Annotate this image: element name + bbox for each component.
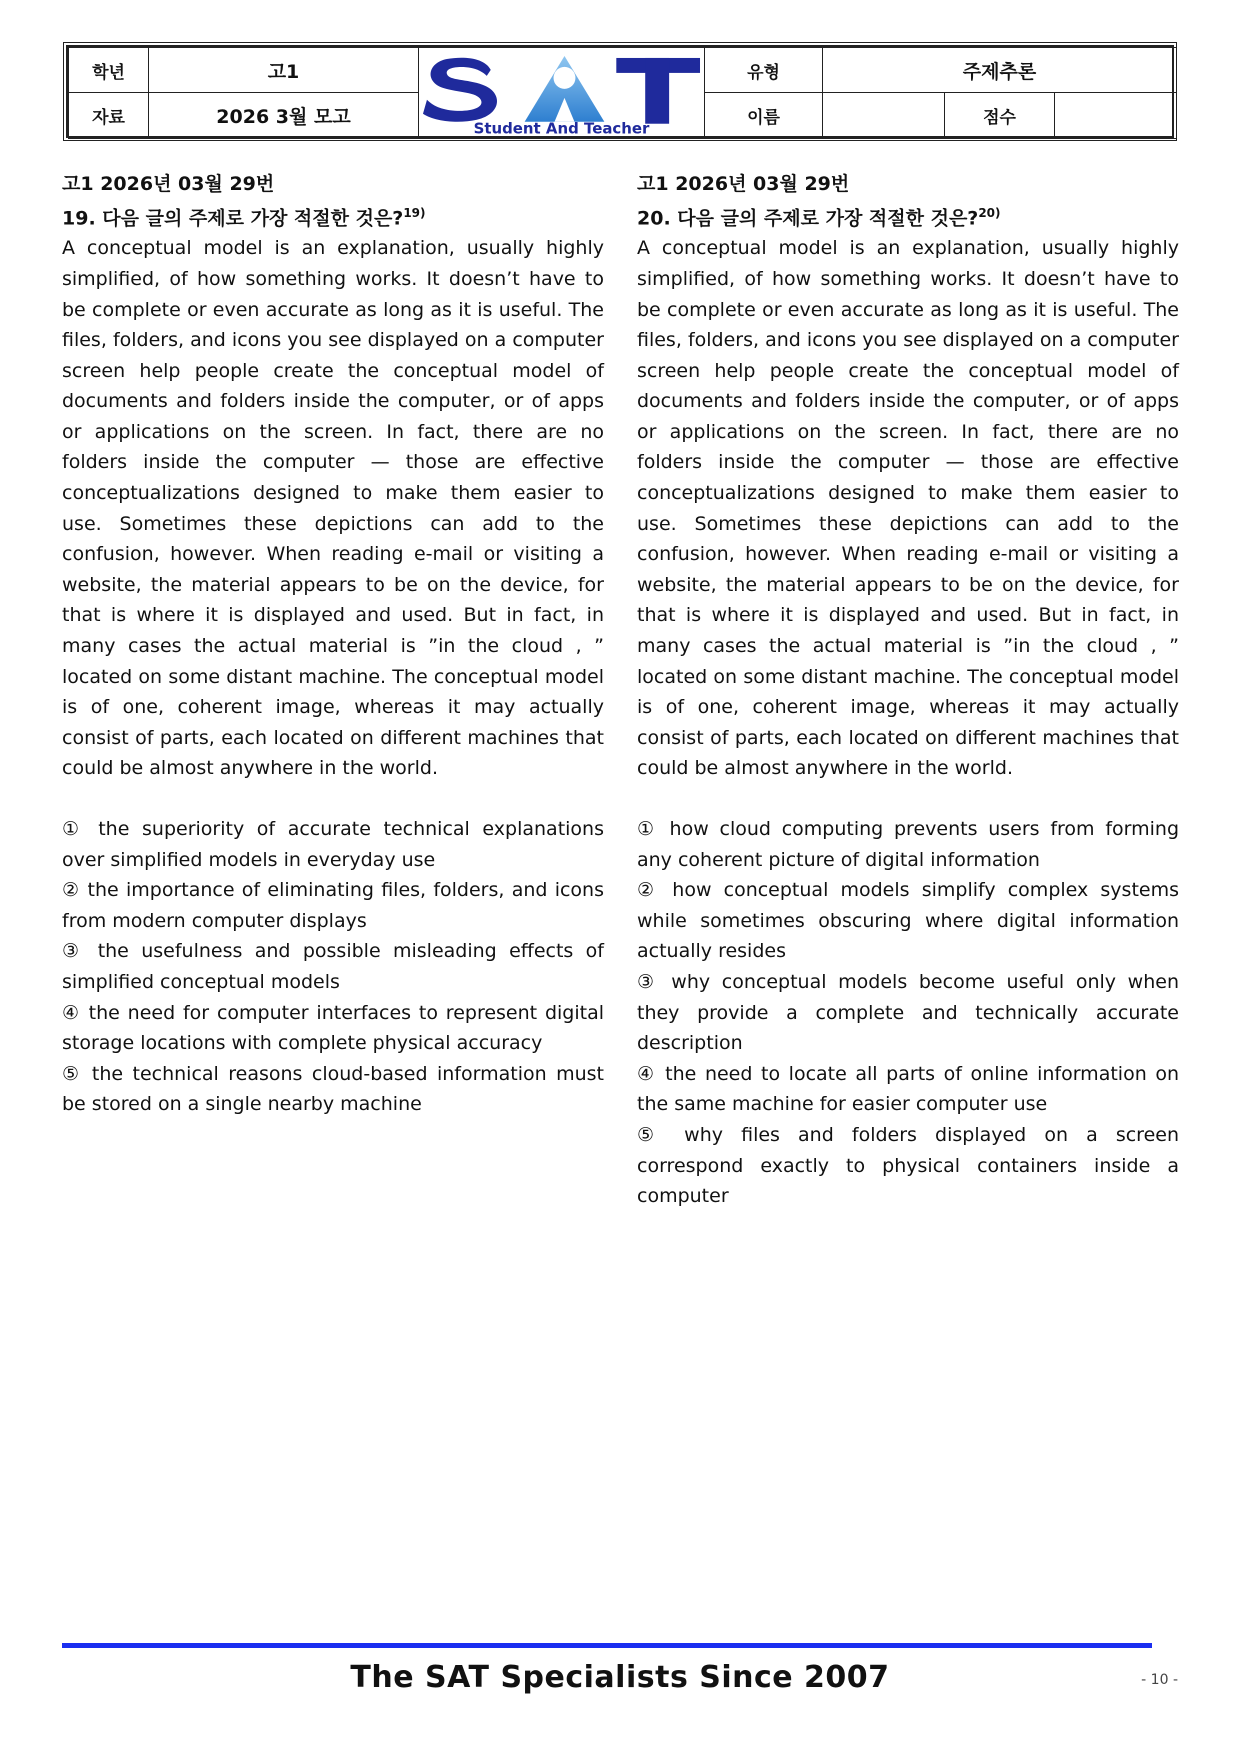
page-number: - 10 -: [1141, 1672, 1178, 1688]
question-title: [62, 199, 604, 233]
material-value: 2026 3월 모고: [149, 93, 419, 138]
header-table: [68, 47, 1177, 139]
name-field[interactable]: [823, 93, 945, 138]
score-field[interactable]: [1055, 93, 1177, 138]
choice-4[interactable]: ④ the need for computer interfaces to represent digital storage locations with complete physical accuracy: [62, 1001, 604, 1055]
choice-1[interactable]: ① the superiority of accurate technical explanations over simplified models in everyday use: [62, 818, 604, 871]
sat-logo: [419, 48, 705, 139]
question-title: [637, 199, 1179, 233]
sat-logo-graphic: [419, 48, 704, 138]
choice-3[interactable]: ③ why conceptual models become useful only when they provide a complete and technically accurate description: [637, 970, 1179, 1055]
passage-text: A conceptual model is an explanation, usually highly simplified, of how something works. It doesn’t have to be complete or even accurate as long as it is useful. The files, folders, and icons you see displayed on a computer screen help people create the conceptual model of documents and folders inside the computer, or of apps or applications on the screen. In fact, there are no folders inside the computer — those are effective conceptualizations designed to make them easier to use. Sometimes these depictions can add to the confusion, however. When reading e-mail or visiting a website, the material appears to be on the device, for that is where it is displayed and used. But in fact, in many cases the actual material is ”in the cloud , ” located on some distant machine. The conceptual model is of one, coherent image, whereas it may actually consist of parts, each located on different machines that could be almost anywhere in the world.: [637, 237, 1179, 780]
choice-4[interactable]: ④ the need to locate all parts of online information on the same machine for easier computer use: [637, 1062, 1179, 1116]
question-source: 고1 2026년 03월 29번: [637, 173, 850, 195]
answer-choices: [637, 814, 1179, 1212]
choice-3[interactable]: ③ the usefulness and possible misleading effects of simplified conceptual models: [62, 940, 604, 993]
grade-value: 고1: [149, 48, 419, 93]
answer-choices: [62, 814, 604, 1120]
type-label: 유형: [705, 48, 823, 93]
score-label: 점수: [945, 93, 1055, 138]
question-prompt: 20. 다음 글의 주제로 가장 적절한 것은?: [637, 207, 979, 230]
choice-1[interactable]: ① how cloud computing prevents users from forming any coherent picture of digital information: [637, 818, 1179, 871]
question-20: [637, 170, 1179, 1212]
material-label: 자료: [69, 93, 149, 138]
question-prompt: 19. 다음 글의 주제로 가장 적절한 것은?: [62, 207, 404, 230]
choice-2[interactable]: ② how conceptual models simplify complex systems while sometimes obscuring where digital information actually resides: [637, 879, 1179, 963]
type-value: 주제추론: [823, 48, 1177, 93]
name-label: 이름: [705, 93, 823, 138]
question-footnote: 20): [978, 206, 1001, 220]
choice-2[interactable]: ② the importance of eliminating files, folders, and icons from modern computer displays: [62, 879, 604, 932]
grade-label: 학년: [69, 48, 149, 93]
question-footnote: 19): [403, 206, 426, 220]
choice-5[interactable]: ⑤ why files and folders displayed on a screen correspond exactly to physical containers inside a computer: [637, 1123, 1179, 1208]
logo-caption: Student And Teacher: [473, 119, 650, 138]
question-19: [62, 170, 604, 1120]
footer-divider: [62, 1643, 1152, 1648]
question-source: 고1 2026년 03월 29번: [62, 173, 275, 195]
passage-text: A conceptual model is an explanation, usually highly simplified, of how something works. It doesn’t have to be complete or even accurate as long as it is useful. The files, folders, and icons you see displayed on a computer screen help people create the conceptual model of documents and folders inside the computer, or of apps or applications on the screen. In fact, there are no folders inside the computer — those are effective conceptualizations designed to make them easier to use. Sometimes these depictions can add to the confusion, however. When reading e-mail or visiting a website, the material appears to be on the device, for that is where it is displayed and used. But in fact, in many cases the actual material is ”in the cloud , ” located on some distant machine. The conceptual model is of one, coherent image, whereas it may actually consist of parts, each located on different machines that could be almost anywhere in the world.: [62, 237, 604, 780]
worksheet-header: [66, 45, 1174, 138]
choice-5[interactable]: ⑤ the technical reasons cloud-based information must be stored on a single nearby machine: [62, 1062, 604, 1116]
footer-slogan: The SAT Specialists Since 2007: [350, 1660, 890, 1695]
